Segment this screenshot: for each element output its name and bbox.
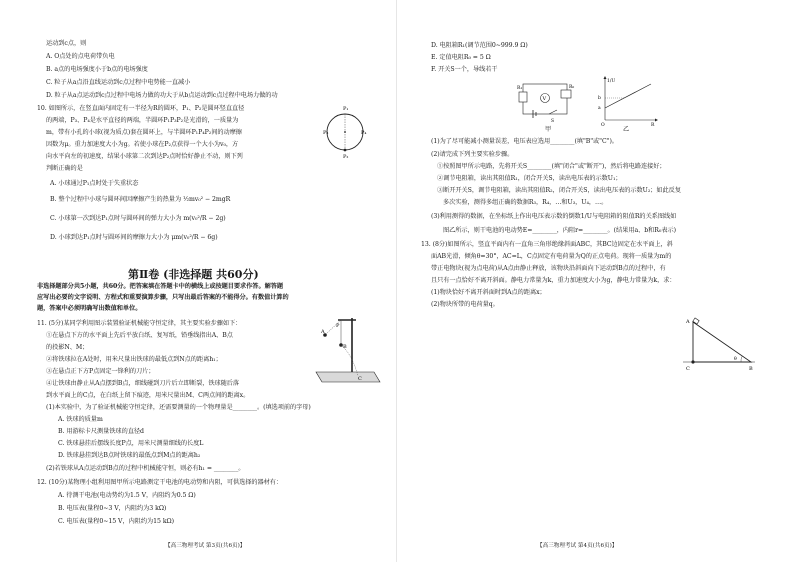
svg-text:C: C	[358, 376, 362, 382]
q12-step: ②调节电阻箱，读出其阻值R₁，闭合开关S，读出电压表的示数U₁；	[437, 175, 622, 182]
svg-text:V: V	[542, 96, 547, 102]
q11-line: ④让铁球由静止从A点摆到B点，细线碰到刀片后立即断裂，铁球随后落	[46, 380, 240, 387]
q12-line: 12. (10分)某物理小组利用图甲所示电路测定干电池的电动势和内阻，可供选择的器材有：	[37, 479, 283, 486]
q10-line: 因数为μ。重力加速度大小为g。若使小球在P₂点获得一个大小为v₀，方	[46, 141, 239, 148]
q11-line: ②将铁球拉在A处时，用米尺量出铁球的最低点到N点的距离h₁；	[46, 356, 222, 363]
text-line: 运动到c点，则	[46, 40, 87, 47]
equip-d: D. 电阻箱R₁(调节范围0~999.9 Ω)	[431, 42, 528, 49]
q12-step: (1)为了尽可能减小测量误差，电压表应选用________(填"B"或"C")。	[431, 138, 618, 145]
fig-label-b: 乙	[623, 126, 630, 133]
q10-option-a: A. 小球通过P₁点时处于失重状态	[50, 180, 139, 187]
svg-text:a: a	[598, 106, 601, 111]
fig-label-a: 甲	[545, 126, 552, 133]
q11-line: (2)若铁球从A点运动到B点的过程中机械能守恒，则必有h₁ = ________。	[46, 465, 245, 472]
right-page	[397, 0, 794, 562]
option-b: B. a点的电场强度小于b点的电场强度	[46, 66, 148, 73]
option-d: D. 粒子从a点运动到c点过程中电场力做的功大于从b点运动到c点过程中电场力做的功	[46, 92, 278, 99]
q11-option-a: A. 铁球的质量m	[58, 416, 103, 423]
q12-step: ③断开开关S，调节电阻箱，读出其阻值R₂，闭合开关S，读出电压表的示数U₂；如此反复	[437, 187, 681, 194]
svg-text:P: P	[336, 323, 340, 329]
svg-text:1/U: 1/U	[607, 79, 616, 84]
q13-line: 面AB光滑，倾角θ=30°，AC=L，C点固定有电荷量为Q的正点电荷。现将一质量为m的	[431, 253, 672, 260]
q12-step: (3)利用测得的数据，在坐标纸上作出电压表示数的倒数1/U与电阻箱的阻值R的关系图线如	[431, 213, 677, 220]
page-footer: 【高三物理考试 第4页(共6页)】	[537, 543, 618, 549]
q11-line: 11. (5分)某同学利用图示装置验证机械能守恒定律，其主要实验步骤如下：	[37, 320, 242, 327]
q12-step: ①按照图甲所示电路，先将开关S________(填"闭合"或"断开")，然后将电路连接好；	[437, 163, 666, 170]
q11-option-b: B. 用游标卡尺测量铁球的直径d	[58, 428, 144, 435]
tri-label-b: B	[749, 366, 753, 372]
circuit-figure	[517, 78, 577, 126]
svg-text:P₂: P₂	[343, 154, 349, 160]
q11-option-c: C. 铁球悬挂后摆线长度P点，用米尺测量细线的长度L	[58, 440, 204, 447]
q13-line: 带正电物块(视为点电荷)从A点由静止释放，该物块沿斜面向下运动到B点的过程中，有	[431, 265, 666, 272]
q13-line: (2)物块所带的电荷量q。	[431, 301, 499, 308]
q11-line: ①在悬点下方的水平面上先后平放白纸、复写纸，铅垂线指出A、B点	[46, 332, 233, 339]
section-intro: 题，答案中必须明确写出数值和单位。	[37, 305, 142, 312]
q13-line: 且只有一点恰好不离开斜面。静电力常量为k，重力加速度大小为g，静电力常量为k，求：	[431, 277, 676, 284]
svg-text:P₃: P₃	[323, 130, 329, 136]
svg-text:B: B	[343, 344, 347, 350]
tri-label-theta: θ	[734, 357, 737, 362]
ring-figure	[323, 102, 367, 160]
q12-option-a: A. 待测干电池(电动势约为1.5 V，内阻约为0.5 Ω)	[58, 492, 196, 499]
q10-line: 判断正确的是	[46, 165, 83, 172]
q11-line: 到水平面上的C点，在白纸上留下痕迹，用米尺量出M、C两点间的距离x。	[46, 392, 250, 399]
q12-step: 图乙所示，则干电池的电动势E=________，内阻r=________。(结果用a、b和R₀表示)	[443, 227, 676, 234]
q12-step: 多次实验，测得多组正确的数据R₃，R₄，…和U₃，U₄，…。	[443, 199, 608, 206]
svg-text:R₁: R₁	[517, 86, 523, 91]
equip-e: E. 定值电阻R₀ = 5 Ω	[431, 54, 491, 61]
q11-line: ③在悬点正下方P点固定一锋利的刀片；	[46, 368, 155, 375]
q10-option-d: D. 小球到达P₁点时与圆环间的摩擦力大小为 μm(v₀²/R − 6g)	[50, 234, 218, 241]
graph-figure	[595, 74, 659, 126]
svg-text:R₀: R₀	[569, 85, 575, 90]
option-c: C. 粒子从a点沿直线运动到c点过程中电势能一直减小	[46, 79, 191, 86]
svg-text:R: R	[651, 123, 655, 126]
section-intro: 非选择题部分共5小题，共60分。把答案填在答题卡中的横线上或按题目要求作答。解答题	[37, 283, 283, 290]
q10-line: 10. 如图所示，在竖直面内固定有一半径为R的圆环，P₁、P₂是圆环竖直直径	[37, 105, 245, 112]
option-a: A. O点处的点电荷带负电	[46, 53, 115, 60]
q11-option-d: D. 铁球悬挂到达B点时铁球的最低点到M点的距离h₂	[58, 452, 201, 459]
q12-option-b: B. 电压表(量程0~3 V，内阻约为3 kΩ)	[58, 505, 167, 512]
svg-text:P₄: P₄	[361, 130, 367, 136]
svg-text:S: S	[551, 119, 555, 124]
q10-option-c: C. 小球第一次到达P₁点时与圆环间的弹力大小为 m(v₀²/R − 2g)	[50, 215, 226, 222]
svg-text:A: A	[321, 329, 325, 335]
q11-line: 的投影N、M；	[46, 344, 89, 351]
q10-line: m，带有小孔的小球(视为质点)套在圆环上，与半圆环P₁P₄P₂间的动摩擦	[46, 129, 242, 136]
tri-label-a: A	[686, 319, 690, 325]
q12-option-c: C. 电压表(量程0~15 V，内阻约为15 kΩ)	[58, 518, 174, 525]
svg-text:P₁: P₁	[343, 106, 349, 112]
q12-step: (2)请完成下列主要实验步骤。	[431, 151, 514, 158]
q11-line: (1)本实验中，为了验证机械能守恒定律，还需要测量的一个物理量是________。(填选项前的字母)	[46, 404, 311, 411]
q10-line: 向水平向左的初速度，结果小球第二次到达P₂点时恰好静止不动，则下列	[46, 153, 243, 160]
q10-option-b: B. 整个过程中小球与圆环间因摩擦产生的热量为 ½mv₀² − 2mgR	[50, 196, 231, 203]
svg-text:O: O	[601, 123, 605, 126]
page-footer: 【高三物理考试 第3页(共6页)】	[165, 543, 246, 549]
tri-label-c: C	[686, 366, 690, 372]
q10-line: 的两端，P₃、P₄是水平直径的两端，半圆环P₁P₃P₂是光滑的，一质量为	[46, 117, 239, 124]
equip-f: F. 开关S一个，导线若干	[431, 66, 498, 73]
section-title: 第Ⅱ卷 (非选择题 共60分)	[128, 268, 259, 281]
pendulum-figure	[312, 314, 382, 390]
q13-line: (1)物块恰好不离开斜面时到A点的距离x；	[431, 289, 546, 296]
incline-figure	[681, 312, 757, 372]
q13-line: 13. (8分)如图所示，竖直平面内有一直角三角形绝缘斜面ABC，其BC边固定在水平面上，斜	[421, 241, 673, 248]
section-intro: 应写出必要的文字说明、方程式和重要演算步骤，只写出最后答案的不能得分。有数值计算的	[37, 294, 289, 301]
svg-text:b: b	[598, 96, 601, 101]
